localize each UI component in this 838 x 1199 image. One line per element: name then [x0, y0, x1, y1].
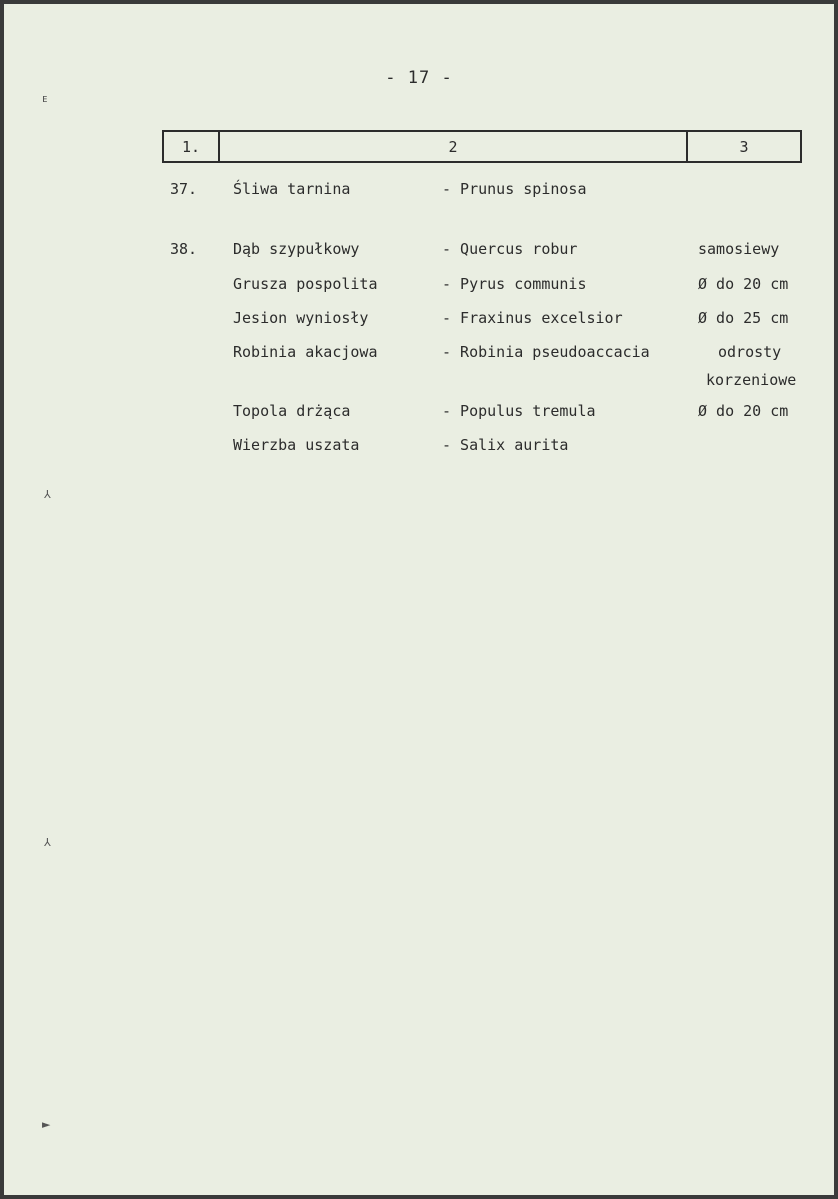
- row-note: Ø do 20 cm: [698, 402, 789, 420]
- document-page: [4, 4, 834, 1195]
- page-number: - 17 -: [385, 68, 453, 88]
- latin-name: - Pyrus communis: [442, 275, 587, 293]
- polish-name: Topola drżąca: [233, 402, 351, 420]
- punch-mark-icon: ►: [42, 1118, 51, 1131]
- table-row: [4, 402, 834, 424]
- row-number: 38.: [170, 240, 198, 258]
- table-row: [4, 436, 834, 458]
- row-note: Ø do 25 cm: [698, 309, 789, 327]
- polish-name: Grusza pospolita: [233, 275, 378, 293]
- latin-name: - Prunus spinosa: [442, 180, 587, 198]
- polish-name: Wierzba uszata: [233, 436, 360, 454]
- latin-name: - Robinia pseudoaccacia: [442, 343, 650, 361]
- punch-mark-icon: ⅄: [44, 488, 51, 501]
- column-header-table: [162, 130, 802, 163]
- row-note: samosiewy: [698, 240, 780, 258]
- row-note: korzeniowe: [706, 371, 797, 389]
- row-note: Ø do 20 cm: [698, 275, 789, 293]
- latin-name: - Quercus robur: [442, 240, 578, 258]
- polish-name: Śliwa tarnina: [233, 180, 351, 198]
- header-col-3: 3: [739, 137, 749, 156]
- latin-name: - Populus tremula: [442, 402, 596, 420]
- table-row: [4, 240, 834, 262]
- punch-mark-icon: ᴇ: [42, 92, 48, 105]
- header-col-2: 2: [220, 132, 688, 161]
- polish-name: Dąb szypułkowy: [233, 240, 360, 258]
- row-number: 37.: [170, 180, 198, 198]
- table-row: [4, 275, 834, 297]
- latin-name: - Fraxinus excelsior: [442, 309, 623, 327]
- polish-name: Jesion wyniosły: [233, 309, 369, 327]
- punch-mark-icon: ⅄: [44, 836, 51, 849]
- header-col-1: 1.: [164, 132, 220, 161]
- table-row: [4, 343, 834, 365]
- table-row-continuation: [4, 371, 834, 393]
- polish-name: Robinia akacjowa: [233, 343, 378, 361]
- row-note: odrosty: [718, 343, 782, 361]
- table-row: [4, 309, 834, 331]
- table-row: [4, 180, 834, 202]
- latin-name: - Salix aurita: [442, 436, 569, 454]
